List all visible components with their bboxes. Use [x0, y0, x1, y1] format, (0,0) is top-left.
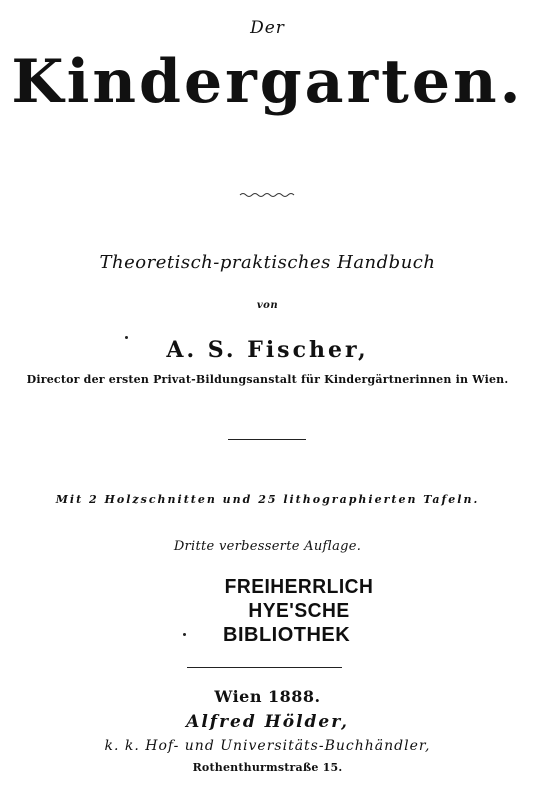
publisher-address: Rothenthurmstraße 15.	[192, 761, 343, 774]
publisher-title: k. k. Hof- und Universitäts-Buchhändler,	[104, 738, 431, 754]
book-title: Kindergarten.	[11, 47, 524, 117]
edition-note: Dritte verbesserte Auflage.	[173, 539, 362, 554]
publisher-name: Alfred Hölder,	[186, 712, 349, 732]
title-article: Der	[250, 18, 285, 38]
library-stamp	[168, 575, 430, 647]
by-line: von	[256, 300, 279, 311]
illustrations-note: Mit 2 Holzschnitten und 25 lithographierten Tafeln.	[55, 493, 480, 506]
decorative-ornament	[238, 190, 298, 200]
subtitle: Theoretisch-praktisches Handbuch	[99, 252, 436, 273]
library-stamp-line2: BIBLIOTHEK	[223, 624, 351, 646]
divider-rule	[187, 667, 342, 668]
place-and-year: Wien 1888.	[214, 687, 321, 706]
author-description: Director der ersten Privat-Bildungsanstalt für Kindergärtnerinnen in Wien.	[26, 373, 509, 386]
author-name: A. S. Fischer,	[166, 337, 369, 363]
library-stamp-line1: FREIHERRLICH HYE'SCHE	[224, 576, 374, 622]
speck-mark	[183, 633, 186, 636]
divider-rule	[228, 439, 306, 440]
